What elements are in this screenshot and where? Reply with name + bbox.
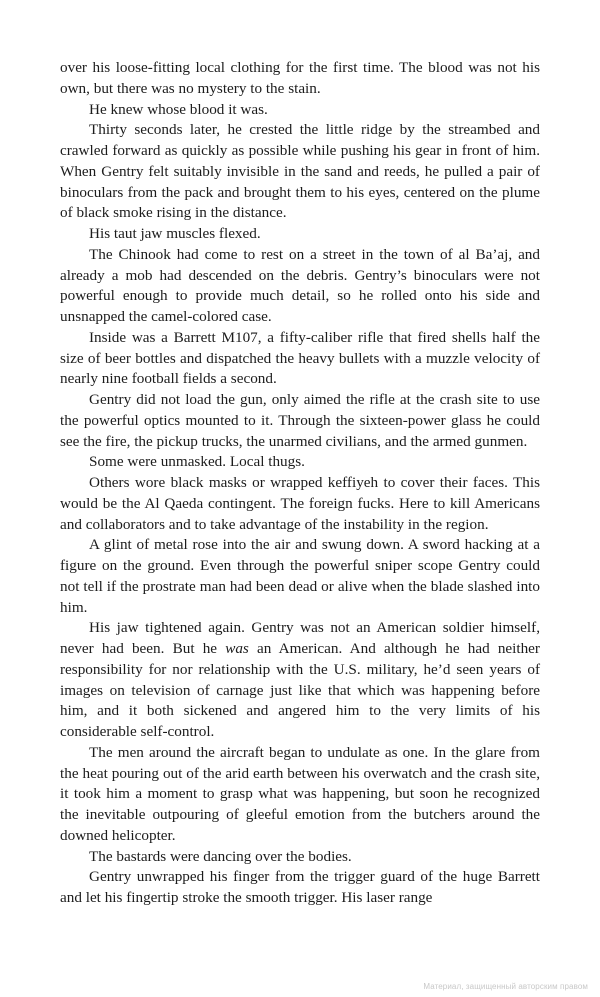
paragraph: Gentry did not load the gun, only aimed the rifle at the crash site to use the powerful optics mounted to it. Through the sixteen-power glass he could see the fire, the pickup trucks, the unarmed civilians, and the armed gunmen.	[60, 391, 540, 450]
paragraph: He knew whose blood it was.	[89, 100, 268, 118]
paragraph: over his loose-fitting local clothing for the first time. The blood was not his own, but there was no mystery to the stain.	[60, 59, 540, 97]
paragraph-jaw	[60, 618, 540, 743]
paragraph: Inside was a Barrett M107, a fifty-caliber rifle that fired shells half the size of beer bottles and dispatched the heavy bullets with a muzzle velocity of nearly nine football fields a second.	[60, 328, 540, 388]
paragraph: The bastards were dancing over the bodies.	[89, 847, 352, 865]
paragraph: Some were unmasked. Local thugs.	[89, 453, 305, 471]
paragraph: A glint of metal rose into the air and swung down. A sword hacking at a figure on the ground. Even through the powerful sniper scope Gentry could not tell if the prostrate man had been dead or alive when the blade slashed into him.	[60, 536, 540, 616]
paragraph: The men around the aircraft began to undulate as one. In the glare from the heat pouring out of the arid earth between his overwatch and the crash site, it took him a moment to grasp what was happening, but soon he recognized the inevitable outpouring of gleeful emotion from the butchers around the downed helicopter.	[60, 743, 540, 844]
jaw-text-before: His jaw tightened again. Gentry was not an American soldier himself, never had been. But he	[60, 619, 540, 657]
paragraph: Thirty seconds later, he crested the little ridge by the streambed and crawled forward as quickly as possible while pushing his gear in front of him. When Gentry felt suitably invisible in the sand and reeds, he pulled a pair of binoculars from the pack and brought them to his eyes, centered on the plume of black smoke rising in the distance.	[60, 121, 540, 222]
page-body	[60, 58, 540, 909]
copyright-watermark: Материал, защищенный авторским правом	[423, 982, 588, 991]
paragraph: The Chinook had come to rest on a street in the town of al Ba’aj, and already a mob had descended on the debris. Gentry’s binoculars were not powerful enough to provide much detail, so he rolled onto his side and unsnapped the camel-colored case.	[60, 245, 540, 325]
jaw-text-after: an American. And although he had neither responsibility for nor relationship with the U.S. military, he’d seen years of images on television of carnage just like that which was happening before him, and it both sickened and angered him to the very limits of his considerable self-control.	[60, 640, 540, 740]
jaw-text-emphasis: was	[225, 640, 249, 657]
paragraph: Gentry unwrapped his finger from the trigger guard of the huge Barrett and let his fingertip stroke the smooth trigger. His laser range	[60, 868, 540, 906]
paragraph: His taut jaw muscles flexed.	[89, 225, 261, 242]
paragraph: Others wore black masks or wrapped keffiyeh to cover their faces. This would be the Al Qaeda contingent. The foreign fucks. Here to kill Americans and collaborators and to take advantage of the instability in the region.	[60, 474, 540, 533]
